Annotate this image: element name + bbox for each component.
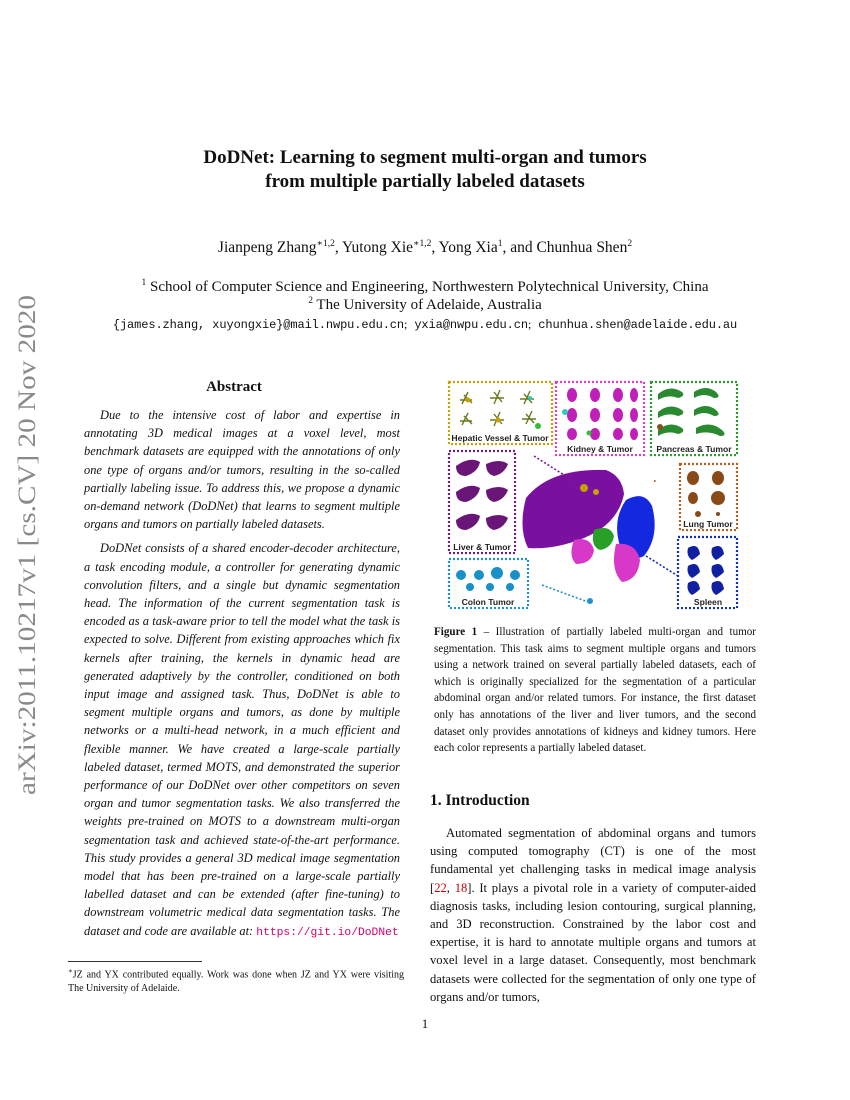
panel-lung-tumor <box>680 464 737 530</box>
email-3: chunhua.shen@adelaide.edu.au <box>531 318 738 332</box>
page-number: 1 <box>421 1016 429 1031</box>
panel-hepatic-vessel-tumor <box>449 382 552 444</box>
abstract-paragraph-1: Due to the intensive cost of labor and expertise in annotating 3D medical images at a voxel level, most benchmark datasets are equipped with the annotations of only one type of organs and/or tumors, resulting in the so-called partially labeling issue. To address this, we propose a dynamic on-demand network (DoDNet) that learns to segment multiple organs and tumors on partially labeled datasets. <box>84 408 400 532</box>
author-affil-mark: ∗1,2 <box>413 239 432 249</box>
citation-link[interactable]: 18 <box>454 880 468 895</box>
abstract-paragraph-2 <box>84 539 400 941</box>
label-kidney: Kidney & Tumor <box>567 444 633 454</box>
paper-title-line1: DoDNet: Learning to segment multi-organ and tumors <box>203 147 647 168</box>
caption-label: Figure 1 <box>434 626 478 638</box>
arxiv-stamp-text: arXiv:2011.10217v1 [cs.CV] 20 Nov 2020 <box>14 366 41 795</box>
author-list <box>0 238 850 257</box>
email-group-1: {james.zhang, xuyongxie}@mail.nwpu.edu.cn <box>112 318 404 332</box>
abstract-paragraph-2-text: DoDNet consists of a shared encoder-decoder architecture, a task encoding module, a controller for generating dynamic convolution filters, and a single but dynamic segmentation head. The information of the current segmentation task is encoded as a task-aware prior to tell the model what the task is expected to solve. Different from existing approaches which fix kernels after training, the kernels in dynamic head are generated adaptively by the controller, conditioned on both input image and assigned task. Thus, DoDNet is able to segment multiple organs and tumors, as done by multiple networks or a multi-head network, in a much efficient and flexible manner. We have created a large-scale partially labeled dataset, termed MOTS, and demonstrated the superior performance of our DoDNet over other competitors on seven organ and tumor segmentation tasks. We also transferred the weights pre-trained on MOTS to a downstream multi-organ segmentation task and achieved state-of-the-art performance. This study provides a general 3D medical image segmentation model that has been pre-trained on a large-scale partially labelled dataset and can be extended (after fine-tuning) to downstream volumetric medical data segmentation tasks. The dataset and code are available at: <box>84 541 400 938</box>
email-separator: ; <box>527 317 532 331</box>
author-name: , Yutong Xie <box>334 239 414 257</box>
affiliation-2 <box>0 291 850 316</box>
intro-text-a: Automated segmentation of abdominal organs and tumors using computed tomography (CT) is one of the most fundamental yet challenging tasks in medical image analysis [ <box>430 826 756 895</box>
introduction-heading: 1. Introduction <box>430 792 530 809</box>
citation-link[interactable]: 22 <box>434 880 447 895</box>
footnote <box>68 965 404 995</box>
label-spleen: Spleen <box>693 597 723 607</box>
central-organ-render <box>522 456 678 604</box>
affil-mark: 2 <box>308 296 313 306</box>
label-colon: Colon Tumor <box>461 597 515 607</box>
intro-text-c: ]. It plays a pivotal role in a variety of computer-aided diagnosis tasks, including lesion contouring, surgical planning, and 3D reconstruction. Constrained by the labor cost and expertise, it is hard to annotate multiple organs and tumors at voxel level in a large dataset. Consequently, most benchmark datasets were collected for the segmentation of only one type of organs and/or tumors, <box>430 880 756 1004</box>
author-emails <box>0 317 850 332</box>
label-pancreas: Pancreas & Tumor <box>656 444 732 454</box>
author-name: Jianpeng Zhang <box>217 239 317 257</box>
panel-colon-tumor <box>449 559 528 608</box>
paper-title-line2: from multiple partially labeled datasets <box>265 171 585 192</box>
author-name: , and Chunhua Shen <box>502 239 628 257</box>
footnote-text: JZ and YX contributed equally. Work was done when JZ and YX were visiting The University of Adelaide. <box>68 969 404 994</box>
author-affil-mark: ∗1,2 <box>316 239 335 249</box>
affil-text: The University of Adelaide, Australia <box>312 297 542 313</box>
label-lung: Lung Tumor <box>683 519 733 529</box>
introduction-paragraph-1 <box>430 824 756 1006</box>
email-separator: ; <box>404 317 408 331</box>
author-affil-mark: 1 <box>497 239 503 249</box>
affil-mark: 1 <box>141 278 147 288</box>
figure-1-caption <box>434 624 756 757</box>
label-hepatic: Hepatic Vessel & Tumor <box>451 433 549 443</box>
panel-pancreas-tumor <box>651 382 737 455</box>
author-affil-mark: 2 <box>627 239 633 249</box>
abstract-body <box>84 406 400 942</box>
abstract-heading: Abstract <box>206 379 262 395</box>
footnote-mark: ∗ <box>68 967 73 975</box>
intro-text-b: , <box>446 880 455 895</box>
figure-1 <box>446 380 740 610</box>
introduction-body <box>430 824 756 1006</box>
author-name: , Yong Xia <box>431 239 498 257</box>
email-2: yxia@nwpu.edu.cn <box>407 318 528 332</box>
arxiv-side-stamp <box>2 290 46 800</box>
panel-liver-tumor <box>449 451 515 553</box>
caption-text: – Illustration of partially labeled multi-organ and tumor segmentation. This task aims to segment multiple organs and tumors using a network trained on several partially labeled datasets, each of which is originally specialized for the segmentation of a particular abdominal organ and/or related tumors. For instance, the first dataset only has annotations of the liver and liver tumors, and the second dataset only provides annotations of kidneys and kidney tumors. Here each color represents a partially labeled dataset. <box>434 626 756 755</box>
affil-text: School of Computer Science and Engineering, Northwestern Polytechnical University, China <box>146 279 709 295</box>
footnote-rule <box>68 961 202 962</box>
panel-kidney-tumor <box>556 382 644 455</box>
label-liver: Liver & Tumor <box>453 542 511 552</box>
panel-spleen <box>678 537 737 608</box>
code-link[interactable]: https://git.io/DoDNet <box>256 926 399 939</box>
